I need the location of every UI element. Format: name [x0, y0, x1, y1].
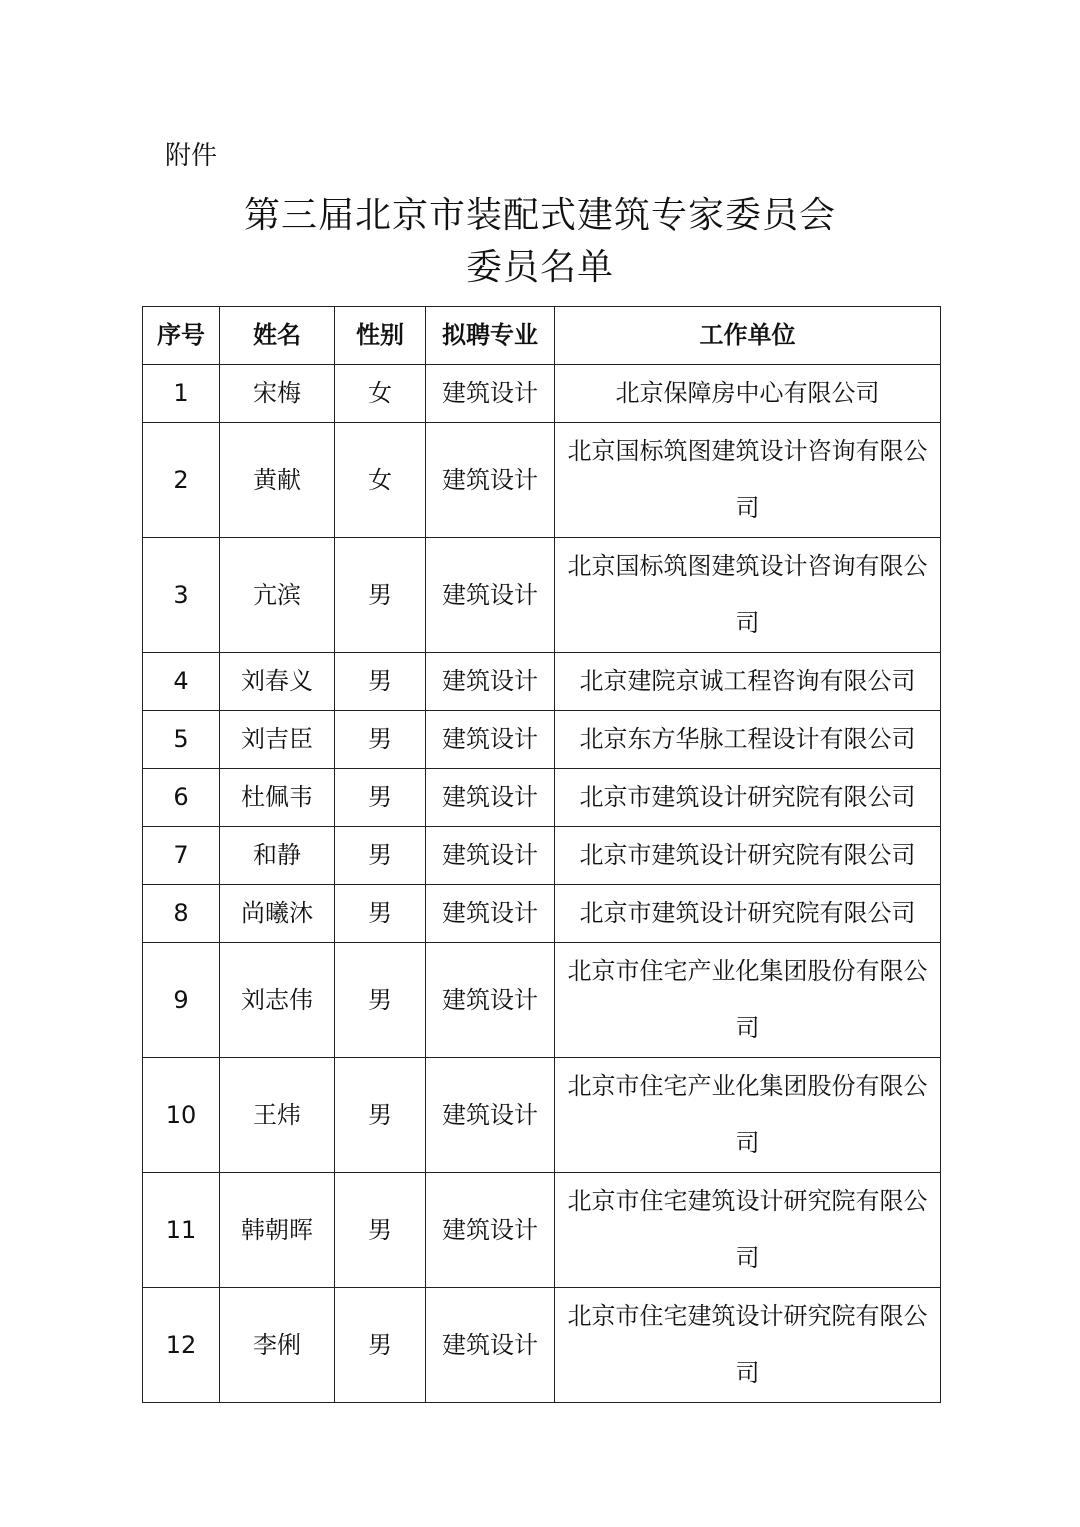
table-row: [143, 885, 941, 943]
table-row: [143, 943, 941, 1058]
cell-unit: 北京建院京诚工程咨询有限公司: [555, 653, 941, 711]
table-row: [143, 365, 941, 423]
cell-no: 9: [143, 943, 220, 1058]
header-major: 拟聘专业: [426, 307, 555, 365]
cell-major: 建筑设计: [426, 423, 555, 538]
header-gender: 性别: [335, 307, 426, 365]
header-name: 姓名: [220, 307, 335, 365]
cell-unit: 北京市住宅产业化集团股份有限公司: [555, 1058, 941, 1173]
cell-gender: 男: [335, 885, 426, 943]
cell-gender: 男: [335, 711, 426, 769]
table-row: [143, 1173, 941, 1288]
cell-no: 2: [143, 423, 220, 538]
cell-major: 建筑设计: [426, 365, 555, 423]
cell-no: 1: [143, 365, 220, 423]
cell-name: 黄献: [220, 423, 335, 538]
cell-unit: 北京市建筑设计研究院有限公司: [555, 885, 941, 943]
table-row: [143, 1288, 941, 1403]
cell-gender: 女: [335, 365, 426, 423]
title-line-1: 第三届北京市装配式建筑专家委员会: [243, 195, 836, 236]
cell-no: 3: [143, 538, 220, 653]
member-table: [142, 306, 941, 1403]
cell-no: 11: [143, 1173, 220, 1288]
cell-no: 6: [143, 769, 220, 827]
cell-name: 韩朝晖: [220, 1173, 335, 1288]
cell-unit: 北京市住宅建筑设计研究院有限公司: [555, 1288, 941, 1403]
document-title: [0, 190, 1080, 294]
title-line-2: 委员名单: [465, 247, 614, 288]
cell-name: 刘吉臣: [220, 711, 335, 769]
cell-no: 8: [143, 885, 220, 943]
header-unit: 工作单位: [555, 307, 941, 365]
attachment-label: 附件: [165, 141, 218, 171]
cell-no: 5: [143, 711, 220, 769]
cell-name: 李俐: [220, 1288, 335, 1403]
cell-unit: 北京保障房中心有限公司: [555, 365, 941, 423]
cell-gender: 男: [335, 769, 426, 827]
cell-no: 7: [143, 827, 220, 885]
cell-major: 建筑设计: [426, 769, 555, 827]
cell-major: 建筑设计: [426, 653, 555, 711]
table-row: [143, 653, 941, 711]
cell-gender: 男: [335, 943, 426, 1058]
table-row: [143, 711, 941, 769]
cell-major: 建筑设计: [426, 943, 555, 1058]
cell-gender: 男: [335, 1288, 426, 1403]
table-row: [143, 423, 941, 538]
cell-no: 10: [143, 1058, 220, 1173]
cell-gender: 男: [335, 653, 426, 711]
table-header-row: [143, 307, 941, 365]
table-row: [143, 769, 941, 827]
table-row: [143, 1058, 941, 1173]
cell-name: 宋梅: [220, 365, 335, 423]
cell-major: 建筑设计: [426, 538, 555, 653]
cell-no: 12: [143, 1288, 220, 1403]
cell-name: 和静: [220, 827, 335, 885]
cell-unit: 北京市建筑设计研究院有限公司: [555, 769, 941, 827]
cell-unit: 北京市住宅建筑设计研究院有限公司: [555, 1173, 941, 1288]
cell-gender: 男: [335, 827, 426, 885]
cell-name: 刘春义: [220, 653, 335, 711]
cell-unit: 北京国标筑图建筑设计咨询有限公司: [555, 538, 941, 653]
cell-major: 建筑设计: [426, 1058, 555, 1173]
cell-gender: 女: [335, 423, 426, 538]
cell-major: 建筑设计: [426, 1288, 555, 1403]
cell-no: 4: [143, 653, 220, 711]
table-row: [143, 538, 941, 653]
table-row: [143, 827, 941, 885]
cell-gender: 男: [335, 1173, 426, 1288]
cell-major: 建筑设计: [426, 827, 555, 885]
cell-name: 杜佩韦: [220, 769, 335, 827]
cell-unit: 北京市住宅产业化集团股份有限公司: [555, 943, 941, 1058]
cell-major: 建筑设计: [426, 885, 555, 943]
cell-unit: 北京国标筑图建筑设计咨询有限公司: [555, 423, 941, 538]
cell-gender: 男: [335, 1058, 426, 1173]
cell-unit: 北京市建筑设计研究院有限公司: [555, 827, 941, 885]
cell-name: 刘志伟: [220, 943, 335, 1058]
cell-gender: 男: [335, 538, 426, 653]
cell-major: 建筑设计: [426, 1173, 555, 1288]
cell-major: 建筑设计: [426, 711, 555, 769]
cell-name: 亢滨: [220, 538, 335, 653]
header-no: 序号: [143, 307, 220, 365]
cell-name: 尚曦沐: [220, 885, 335, 943]
cell-name: 王炜: [220, 1058, 335, 1173]
cell-unit: 北京东方华脉工程设计有限公司: [555, 711, 941, 769]
